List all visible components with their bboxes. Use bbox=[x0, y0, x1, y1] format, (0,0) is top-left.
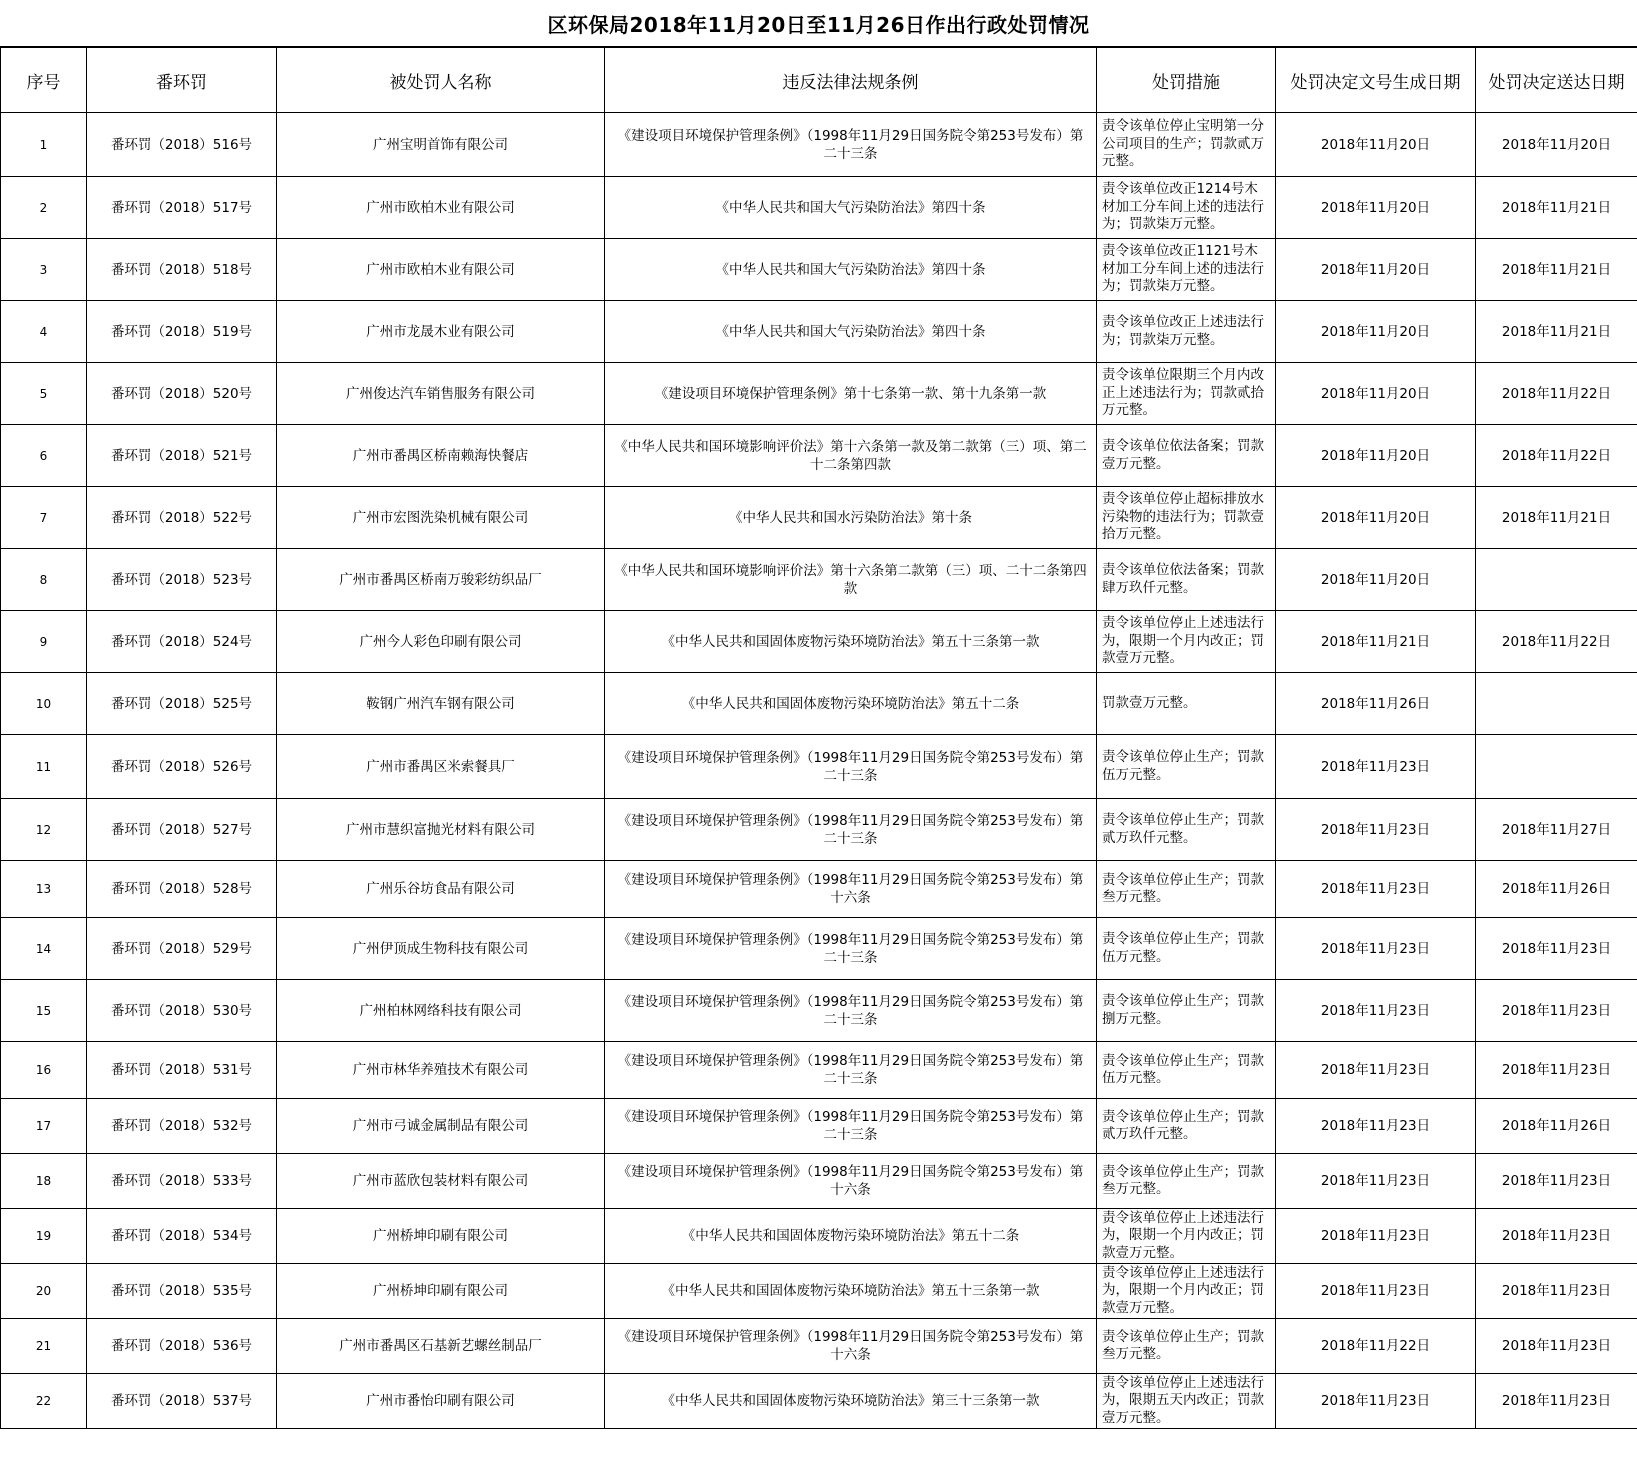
cell-penalized-party: 广州市慧织富抛光材料有限公司 bbox=[277, 799, 605, 861]
cell-penalty-measure: 责令该单位停止生产；罚款捌万元整。 bbox=[1097, 980, 1276, 1042]
cell-violated-law: 《中华人民共和国固体废物污染环境防治法》第五十二条 bbox=[605, 1209, 1097, 1264]
cell-generation-date: 2018年11月23日 bbox=[1276, 1154, 1476, 1209]
cell-penalized-party: 广州市林华养殖技术有限公司 bbox=[277, 1042, 605, 1099]
cell-penalized-party: 广州桥坤印刷有限公司 bbox=[277, 1264, 605, 1319]
cell-penalty-measure: 责令该单位停止上述违法行为，限期一个月内改正；罚款壹万元整。 bbox=[1097, 1264, 1276, 1319]
cell-no: 3 bbox=[1, 239, 87, 301]
sheet-title: 区环保局2018年11月20日至11月26日作出行政处罚情况 bbox=[0, 0, 1637, 47]
cell-doc-number: 番环罚（2018）517号 bbox=[87, 177, 277, 239]
cell-generation-date: 2018年11月20日 bbox=[1276, 177, 1476, 239]
cell-violated-law: 《建设项目环境保护管理条例》（1998年11月29日国务院令第253号发布）第二十三条 bbox=[605, 735, 1097, 799]
cell-generation-date: 2018年11月20日 bbox=[1276, 113, 1476, 177]
penalty-table bbox=[0, 47, 1637, 1429]
cell-penalized-party: 广州市番怡印刷有限公司 bbox=[277, 1374, 605, 1429]
col-header-penalty-measure: 处罚措施 bbox=[1097, 48, 1276, 113]
cell-no: 4 bbox=[1, 301, 87, 363]
table-row bbox=[1, 425, 1637, 487]
cell-no: 22 bbox=[1, 1374, 87, 1429]
cell-generation-date: 2018年11月23日 bbox=[1276, 735, 1476, 799]
cell-no: 17 bbox=[1, 1099, 87, 1154]
cell-penalty-measure: 责令该单位停止上述违法行为，限期五天内改正；罚款壹万元整。 bbox=[1097, 1374, 1276, 1429]
cell-violated-law: 《建设项目环境保护管理条例》（1998年11月29日国务院令第253号发布）第二十三条 bbox=[605, 980, 1097, 1042]
cell-doc-number: 番环罚（2018）536号 bbox=[87, 1319, 277, 1374]
cell-generation-date: 2018年11月22日 bbox=[1276, 1319, 1476, 1374]
cell-generation-date: 2018年11月23日 bbox=[1276, 1209, 1476, 1264]
cell-violated-law: 《中华人民共和国大气污染防治法》第四十条 bbox=[605, 239, 1097, 301]
table-row bbox=[1, 113, 1637, 177]
cell-doc-number: 番环罚（2018）530号 bbox=[87, 980, 277, 1042]
table-row bbox=[1, 861, 1637, 918]
cell-delivery-date: 2018年11月23日 bbox=[1476, 1154, 1637, 1209]
cell-doc-number: 番环罚（2018）521号 bbox=[87, 425, 277, 487]
cell-no: 14 bbox=[1, 918, 87, 980]
cell-penalized-party: 广州桥坤印刷有限公司 bbox=[277, 1209, 605, 1264]
table-row bbox=[1, 301, 1637, 363]
cell-penalized-party: 广州市番禺区米索餐具厂 bbox=[277, 735, 605, 799]
cell-penalty-measure: 责令该单位停止生产；罚款叁万元整。 bbox=[1097, 1154, 1276, 1209]
cell-doc-number: 番环罚（2018）528号 bbox=[87, 861, 277, 918]
cell-no: 5 bbox=[1, 363, 87, 425]
cell-violated-law: 《建设项目环境保护管理条例》（1998年11月29日国务院令第253号发布）第二十三条 bbox=[605, 1042, 1097, 1099]
table-row bbox=[1, 239, 1637, 301]
cell-penalty-measure: 罚款壹万元整。 bbox=[1097, 673, 1276, 735]
table-row bbox=[1, 918, 1637, 980]
cell-penalty-measure: 责令该单位停止生产；罚款叁万元整。 bbox=[1097, 1319, 1276, 1374]
cell-violated-law: 《中华人民共和国水污染防治法》第十条 bbox=[605, 487, 1097, 549]
cell-violated-law: 《建设项目环境保护管理条例》（1998年11月29日国务院令第253号发布）第二十三条 bbox=[605, 113, 1097, 177]
cell-no: 1 bbox=[1, 113, 87, 177]
cell-doc-number: 番环罚（2018）534号 bbox=[87, 1209, 277, 1264]
cell-penalty-measure: 责令该单位停止生产；罚款贰万玖仟元整。 bbox=[1097, 799, 1276, 861]
cell-violated-law: 《中华人民共和国大气污染防治法》第四十条 bbox=[605, 177, 1097, 239]
cell-doc-number: 番环罚（2018）533号 bbox=[87, 1154, 277, 1209]
cell-generation-date: 2018年11月20日 bbox=[1276, 425, 1476, 487]
cell-generation-date: 2018年11月20日 bbox=[1276, 363, 1476, 425]
cell-penalized-party: 广州今人彩色印刷有限公司 bbox=[277, 611, 605, 673]
cell-penalty-measure: 责令该单位停止生产；罚款伍万元整。 bbox=[1097, 918, 1276, 980]
cell-penalized-party: 广州俊达汽车销售服务有限公司 bbox=[277, 363, 605, 425]
cell-violated-law: 《中华人民共和国环境影响评价法》第十六条第二款第（三）项、二十二条第四款 bbox=[605, 549, 1097, 611]
cell-generation-date: 2018年11月20日 bbox=[1276, 549, 1476, 611]
cell-delivery-date: 2018年11月22日 bbox=[1476, 425, 1637, 487]
cell-delivery-date: 2018年11月23日 bbox=[1476, 980, 1637, 1042]
cell-generation-date: 2018年11月23日 bbox=[1276, 1374, 1476, 1429]
cell-violated-law: 《中华人民共和国固体废物污染环境防治法》第五十三条第一款 bbox=[605, 1264, 1097, 1319]
col-header-no: 序号 bbox=[1, 48, 87, 113]
cell-violated-law: 《中华人民共和国固体废物污染环境防治法》第三十三条第一款 bbox=[605, 1374, 1097, 1429]
cell-penalized-party: 广州市欧柏木业有限公司 bbox=[277, 177, 605, 239]
cell-delivery-date: 2018年11月21日 bbox=[1476, 301, 1637, 363]
cell-violated-law: 《中华人民共和国大气污染防治法》第四十条 bbox=[605, 301, 1097, 363]
cell-delivery-date: 2018年11月22日 bbox=[1476, 363, 1637, 425]
cell-violated-law: 《中华人民共和国环境影响评价法》第十六条第一款及第二款第（三）项、第二十二条第四款 bbox=[605, 425, 1097, 487]
cell-penalty-measure: 责令该单位限期三个月内改正上述违法行为；罚款贰拾万元整。 bbox=[1097, 363, 1276, 425]
cell-no: 7 bbox=[1, 487, 87, 549]
cell-penalty-measure: 责令该单位依法备案；罚款壹万元整。 bbox=[1097, 425, 1276, 487]
col-header-doc-number: 番环罚 bbox=[87, 48, 277, 113]
cell-violated-law: 《中华人民共和国固体废物污染环境防治法》第五十二条 bbox=[605, 673, 1097, 735]
cell-penalty-measure: 责令该单位停止超标排放水污染物的违法行为；罚款壹拾万元整。 bbox=[1097, 487, 1276, 549]
cell-doc-number: 番环罚（2018）529号 bbox=[87, 918, 277, 980]
cell-no: 2 bbox=[1, 177, 87, 239]
table-row bbox=[1, 1374, 1637, 1429]
cell-generation-date: 2018年11月23日 bbox=[1276, 799, 1476, 861]
cell-delivery-date: 2018年11月26日 bbox=[1476, 861, 1637, 918]
cell-no: 11 bbox=[1, 735, 87, 799]
cell-generation-date: 2018年11月20日 bbox=[1276, 239, 1476, 301]
table-row bbox=[1, 611, 1637, 673]
cell-penalty-measure: 责令该单位改正上述违法行为；罚款柒万元整。 bbox=[1097, 301, 1276, 363]
cell-no: 10 bbox=[1, 673, 87, 735]
cell-no: 16 bbox=[1, 1042, 87, 1099]
cell-penalty-measure: 责令该单位停止生产；罚款伍万元整。 bbox=[1097, 1042, 1276, 1099]
cell-penalty-measure: 责令该单位停止宝明第一分公司项目的生产；罚款贰万元整。 bbox=[1097, 113, 1276, 177]
cell-no: 20 bbox=[1, 1264, 87, 1319]
cell-violated-law: 《建设项目环境保护管理条例》（1998年11月29日国务院令第253号发布）第二十三条 bbox=[605, 918, 1097, 980]
table-row bbox=[1, 1209, 1637, 1264]
cell-doc-number: 番环罚（2018）523号 bbox=[87, 549, 277, 611]
cell-penalized-party: 广州市蓝欣包装材料有限公司 bbox=[277, 1154, 605, 1209]
cell-doc-number: 番环罚（2018）526号 bbox=[87, 735, 277, 799]
cell-delivery-date: 2018年11月23日 bbox=[1476, 1264, 1637, 1319]
cell-delivery-date: 2018年11月23日 bbox=[1476, 1042, 1637, 1099]
cell-penalized-party: 广州市番禺区桥南万骏彩纺织品厂 bbox=[277, 549, 605, 611]
cell-delivery-date bbox=[1476, 549, 1637, 611]
cell-generation-date: 2018年11月21日 bbox=[1276, 611, 1476, 673]
cell-penalized-party: 广州宝明首饰有限公司 bbox=[277, 113, 605, 177]
cell-penalized-party: 鞍钢广州汽车钢有限公司 bbox=[277, 673, 605, 735]
cell-delivery-date: 2018年11月27日 bbox=[1476, 799, 1637, 861]
table-row bbox=[1, 487, 1637, 549]
cell-generation-date: 2018年11月23日 bbox=[1276, 1042, 1476, 1099]
table-row bbox=[1, 363, 1637, 425]
cell-penalty-measure: 责令该单位停止生产；罚款伍万元整。 bbox=[1097, 735, 1276, 799]
cell-delivery-date: 2018年11月23日 bbox=[1476, 918, 1637, 980]
cell-generation-date: 2018年11月23日 bbox=[1276, 918, 1476, 980]
cell-violated-law: 《建设项目环境保护管理条例》（1998年11月29日国务院令第253号发布）第十六条 bbox=[605, 1154, 1097, 1209]
cell-penalized-party: 广州市番禺区桥南赖海快餐店 bbox=[277, 425, 605, 487]
cell-penalized-party: 广州伊顶成生物科技有限公司 bbox=[277, 918, 605, 980]
cell-doc-number: 番环罚（2018）537号 bbox=[87, 1374, 277, 1429]
col-header-penalized-party: 被处罚人名称 bbox=[277, 48, 605, 113]
cell-penalized-party: 广州市番禺区石基新艺螺丝制品厂 bbox=[277, 1319, 605, 1374]
cell-delivery-date: 2018年11月23日 bbox=[1476, 1319, 1637, 1374]
cell-penalty-measure: 责令该单位停止上述违法行为，限期一个月内改正；罚款壹万元整。 bbox=[1097, 1209, 1276, 1264]
cell-generation-date: 2018年11月20日 bbox=[1276, 301, 1476, 363]
cell-no: 6 bbox=[1, 425, 87, 487]
col-header-delivery-date: 处罚决定送达日期 bbox=[1476, 48, 1637, 113]
table-body bbox=[1, 113, 1637, 1429]
table-row bbox=[1, 1099, 1637, 1154]
cell-penalty-measure: 责令该单位改正1121号木材加工分车间上述的违法行为；罚款柒万元整。 bbox=[1097, 239, 1276, 301]
cell-delivery-date: 2018年11月21日 bbox=[1476, 487, 1637, 549]
cell-doc-number: 番环罚（2018）516号 bbox=[87, 113, 277, 177]
cell-generation-date: 2018年11月23日 bbox=[1276, 1099, 1476, 1154]
cell-no: 13 bbox=[1, 861, 87, 918]
cell-doc-number: 番环罚（2018）531号 bbox=[87, 1042, 277, 1099]
table-row bbox=[1, 1154, 1637, 1209]
cell-delivery-date: 2018年11月23日 bbox=[1476, 1209, 1637, 1264]
cell-penalty-measure: 责令该单位停止上述违法行为，限期一个月内改正；罚款壹万元整。 bbox=[1097, 611, 1276, 673]
cell-violated-law: 《建设项目环境保护管理条例》（1998年11月29日国务院令第253号发布）第十六条 bbox=[605, 1319, 1097, 1374]
cell-doc-number: 番环罚（2018）527号 bbox=[87, 799, 277, 861]
cell-doc-number: 番环罚（2018）518号 bbox=[87, 239, 277, 301]
cell-penalized-party: 广州市宏图洗染机械有限公司 bbox=[277, 487, 605, 549]
header-row bbox=[1, 48, 1637, 113]
cell-no: 8 bbox=[1, 549, 87, 611]
cell-penalized-party: 广州乐谷坊食品有限公司 bbox=[277, 861, 605, 918]
cell-delivery-date bbox=[1476, 673, 1637, 735]
cell-delivery-date: 2018年11月20日 bbox=[1476, 113, 1637, 177]
table-row bbox=[1, 1264, 1637, 1319]
col-header-violated-law: 违反法律法规条例 bbox=[605, 48, 1097, 113]
cell-no: 9 bbox=[1, 611, 87, 673]
table-row bbox=[1, 799, 1637, 861]
cell-generation-date: 2018年11月23日 bbox=[1276, 980, 1476, 1042]
cell-penalized-party: 广州市龙晟木业有限公司 bbox=[277, 301, 605, 363]
cell-no: 18 bbox=[1, 1154, 87, 1209]
cell-no: 21 bbox=[1, 1319, 87, 1374]
cell-doc-number: 番环罚（2018）520号 bbox=[87, 363, 277, 425]
col-header-generation-date: 处罚决定文号生成日期 bbox=[1276, 48, 1476, 113]
cell-penalty-measure: 责令该单位停止生产；罚款叁万元整。 bbox=[1097, 861, 1276, 918]
cell-doc-number: 番环罚（2018）535号 bbox=[87, 1264, 277, 1319]
table-row bbox=[1, 673, 1637, 735]
cell-delivery-date: 2018年11月21日 bbox=[1476, 177, 1637, 239]
cell-delivery-date: 2018年11月22日 bbox=[1476, 611, 1637, 673]
cell-delivery-date bbox=[1476, 735, 1637, 799]
cell-generation-date: 2018年11月23日 bbox=[1276, 1264, 1476, 1319]
cell-generation-date: 2018年11月20日 bbox=[1276, 487, 1476, 549]
table-row bbox=[1, 1319, 1637, 1374]
cell-violated-law: 《建设项目环境保护管理条例》（1998年11月29日国务院令第253号发布）第二十三条 bbox=[605, 799, 1097, 861]
table-row bbox=[1, 177, 1637, 239]
cell-penalty-measure: 责令该单位停止生产；罚款贰万玖仟元整。 bbox=[1097, 1099, 1276, 1154]
cell-doc-number: 番环罚（2018）522号 bbox=[87, 487, 277, 549]
cell-doc-number: 番环罚（2018）524号 bbox=[87, 611, 277, 673]
cell-delivery-date: 2018年11月21日 bbox=[1476, 239, 1637, 301]
cell-doc-number: 番环罚（2018）525号 bbox=[87, 673, 277, 735]
cell-violated-law: 《建设项目环境保护管理条例》（1998年11月29日国务院令第253号发布）第十六条 bbox=[605, 861, 1097, 918]
cell-generation-date: 2018年11月23日 bbox=[1276, 861, 1476, 918]
cell-violated-law: 《建设项目环境保护管理条例》（1998年11月29日国务院令第253号发布）第二十三条 bbox=[605, 1099, 1097, 1154]
table-row bbox=[1, 980, 1637, 1042]
cell-doc-number: 番环罚（2018）519号 bbox=[87, 301, 277, 363]
cell-penalty-measure: 责令该单位依法备案；罚款肆万玖仟元整。 bbox=[1097, 549, 1276, 611]
cell-no: 19 bbox=[1, 1209, 87, 1264]
cell-delivery-date: 2018年11月26日 bbox=[1476, 1099, 1637, 1154]
cell-penalty-measure: 责令该单位改正1214号木材加工分车间上述的违法行为；罚款柒万元整。 bbox=[1097, 177, 1276, 239]
cell-violated-law: 《建设项目环境保护管理条例》第十七条第一款、第十九条第一款 bbox=[605, 363, 1097, 425]
cell-delivery-date: 2018年11月23日 bbox=[1476, 1374, 1637, 1429]
cell-violated-law: 《中华人民共和国固体废物污染环境防治法》第五十三条第一款 bbox=[605, 611, 1097, 673]
cell-doc-number: 番环罚（2018）532号 bbox=[87, 1099, 277, 1154]
cell-penalized-party: 广州市弓诚金属制品有限公司 bbox=[277, 1099, 605, 1154]
table-row bbox=[1, 549, 1637, 611]
cell-penalized-party: 广州市欧柏木业有限公司 bbox=[277, 239, 605, 301]
table-row bbox=[1, 1042, 1637, 1099]
cell-generation-date: 2018年11月26日 bbox=[1276, 673, 1476, 735]
cell-penalized-party: 广州柏林网络科技有限公司 bbox=[277, 980, 605, 1042]
cell-no: 12 bbox=[1, 799, 87, 861]
cell-no: 15 bbox=[1, 980, 87, 1042]
table-row bbox=[1, 735, 1637, 799]
